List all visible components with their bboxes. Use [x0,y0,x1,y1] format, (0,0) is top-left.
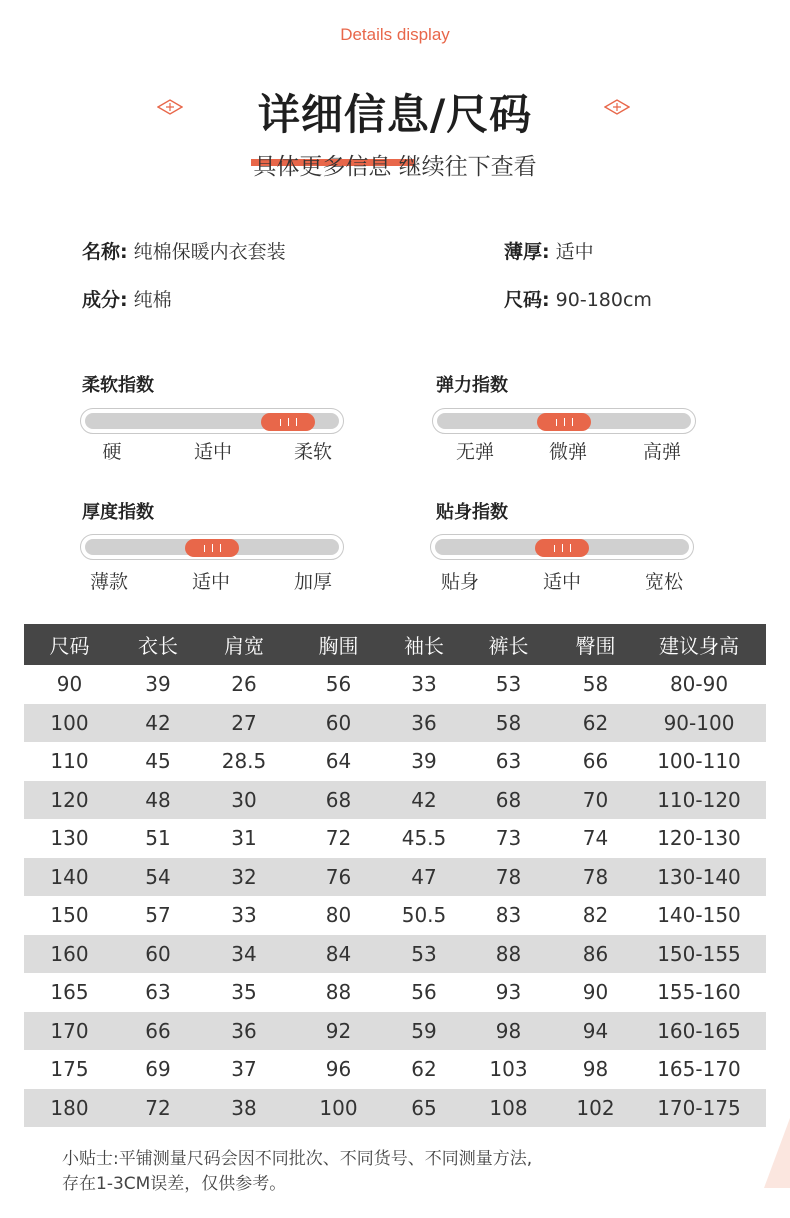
table-row [24,935,766,974]
table-cell: 90 [56,672,83,697]
table-row [24,1089,766,1128]
page-title: 详细信息/尺码 [257,90,533,139]
table-body [24,665,766,1127]
table-cell: 35 [231,980,257,1005]
scale-label: 无弹 [455,441,495,463]
table-cell: 30 [201,781,287,820]
info-name-value: 纯棉保暖内衣套装 [133,241,286,263]
table-row [24,858,766,897]
table-cell: 33 [231,903,257,928]
size-chart-table [24,624,766,1127]
column-header: 袖长 [390,624,458,665]
table-cell: 42 [115,704,201,743]
table-cell: 28.5 [221,749,267,774]
table-cell: 38 [201,1089,287,1128]
table-cell: 92 [287,1012,390,1051]
table-row [24,896,766,935]
info-size-value: 90-180cm [555,289,652,311]
table-cell: 100-110 [657,749,741,774]
table-header-row [24,624,766,665]
table-cell: 34 [201,935,287,974]
column-header: 裤长 [458,624,559,665]
table-cell: 93 [495,980,522,1005]
table-cell: 32 [201,858,287,897]
table-row [24,742,766,781]
info-material [82,285,172,312]
table-cell: 45.5 [401,826,447,851]
table-cell: 180 [24,1089,115,1128]
table-cell: 39 [411,749,437,774]
table-row [24,819,766,858]
table-row [24,973,766,1012]
tips-line: 存在1-3CM误差，仅供参考。 [62,1174,287,1194]
table-cell: 170 [24,1012,115,1051]
table-cell: 63 [495,749,522,774]
table-cell: 53 [390,935,458,974]
table-cell: 36 [390,704,458,743]
table-cell: 47 [390,858,458,897]
table-cell: 80 [325,903,352,928]
table-cell: 98 [582,1057,609,1082]
softness-index-label: 柔软指数 [82,375,154,396]
table-cell: 88 [458,935,559,974]
table-cell: 31 [231,826,257,851]
info-name-key: 名称: [82,241,128,263]
table-cell: 110 [50,749,89,774]
table-cell: 66 [115,1012,201,1051]
table-cell: 130 [50,826,89,851]
table-cell: 88 [325,980,352,1005]
table-cell: 33 [411,672,437,697]
measurement-tips [62,1147,532,1197]
thickness-index-label: 厚度指数 [82,502,154,523]
table-cell: 170-175 [632,1089,766,1128]
tagline-text: 继续往下查看 [391,154,537,180]
scale-label: 适中 [542,571,582,593]
corner-decoration [760,1118,790,1188]
scale-label: 宽松 [644,571,684,593]
table-cell: 165 [50,980,89,1005]
info-thickness [504,237,594,264]
table-row [24,1012,766,1051]
table-cell: 58 [458,704,559,743]
table-cell: 100 [287,1089,390,1128]
scale-label: 适中 [193,441,233,463]
scale-label: 微弹 [548,441,588,463]
table-cell: 76 [287,858,390,897]
info-material-key: 成分: [82,289,128,311]
table-cell: 150-155 [632,935,766,974]
table-cell: 108 [458,1089,559,1128]
table-cell: 98 [458,1012,559,1051]
table-cell: 120-130 [657,826,741,851]
elasticity-index-bar [432,408,696,434]
table-cell: 59 [390,1012,458,1051]
info-size-key: 尺码: [504,289,550,311]
column-header: 建议身高 [632,624,766,665]
table-cell: 64 [325,749,352,774]
table-cell: 103 [489,1057,528,1082]
fit-index-label: 贴身指数 [436,502,508,523]
table-cell: 26 [231,672,257,697]
table-cell: 90 [582,980,609,1005]
scale-label: 贴身 [440,571,480,593]
info-thickness-key: 薄厚: [504,241,550,263]
table-cell: 50.5 [401,903,447,928]
scale-label: 高弹 [642,441,682,463]
table-cell: 62 [559,704,632,743]
table-cell: 150 [50,903,89,928]
table-cell: 96 [325,1057,352,1082]
table-cell: 78 [458,858,559,897]
slider-knob [261,413,315,431]
table-cell: 110-120 [632,781,766,820]
table-cell: 57 [145,903,171,928]
table-cell: 39 [145,672,171,697]
table-row [24,665,766,704]
elasticity-index-label: 弹力指数 [436,375,508,396]
table-cell: 51 [145,826,171,851]
table-cell: 60 [115,935,201,974]
column-header: 胸围 [287,624,390,665]
table-cell: 48 [115,781,201,820]
table-cell: 60 [287,704,390,743]
slider-knob [537,413,591,431]
table-cell: 27 [201,704,287,743]
table-cell: 86 [559,935,632,974]
info-thickness-value: 适中 [555,241,594,263]
slider-knob [535,539,589,557]
table-cell: 56 [325,672,352,697]
table-cell: 36 [201,1012,287,1051]
table-cell: 84 [287,935,390,974]
table-cell: 53 [495,672,522,697]
table-row [24,1050,766,1089]
table-cell: 100 [24,704,115,743]
column-header: 肩宽 [201,624,287,665]
scale-label: 薄款 [89,571,129,593]
table-cell: 83 [495,903,522,928]
scale-label: 柔软 [293,441,333,463]
table-cell: 94 [559,1012,632,1051]
table-cell: 65 [390,1089,458,1128]
column-header: 尺码 [24,624,115,665]
table-cell: 70 [559,781,632,820]
fit-index-bar [430,534,694,560]
table-cell: 140 [24,858,115,897]
table-cell: 155-160 [657,980,741,1005]
info-size [504,285,652,312]
table-cell: 45 [145,749,171,774]
scale-label: 适中 [191,571,231,593]
table-cell: 102 [559,1089,632,1128]
table-cell: 175 [50,1057,89,1082]
table-cell: 74 [582,826,609,851]
table-cell: 69 [145,1057,171,1082]
table-row [24,704,766,743]
slider-knob [185,539,239,557]
diamond-ornament-icon [604,98,630,116]
table-cell: 37 [231,1057,257,1082]
tagline [0,148,790,181]
table-cell: 165-170 [657,1057,741,1082]
table-cell: 160 [24,935,115,974]
table-cell: 80-90 [669,672,729,697]
table-cell: 42 [390,781,458,820]
thickness-index-bar [80,534,344,560]
info-material-value: 纯棉 [133,289,172,311]
table-cell: 63 [145,980,171,1005]
table-cell: 54 [115,858,201,897]
table-cell: 72 [115,1089,201,1128]
table-cell: 160-165 [632,1012,766,1051]
softness-index-bar [80,408,344,434]
table-cell: 78 [559,858,632,897]
table-cell: 73 [495,826,522,851]
table-cell: 62 [411,1057,437,1082]
table-cell: 72 [325,826,352,851]
column-header: 臀围 [559,624,632,665]
info-name [82,237,286,264]
table-cell: 56 [411,980,437,1005]
scale-label: 硬 [102,441,122,463]
table-cell: 90-100 [632,704,766,743]
table-cell: 58 [582,672,609,697]
table-cell: 82 [582,903,609,928]
section-subtitle-en: Details display [340,25,450,44]
column-header: 衣长 [115,624,201,665]
table-cell: 120 [24,781,115,820]
tagline-highlighted-text: 具体更多信息 [253,154,392,180]
table-cell: 140-150 [657,903,741,928]
tips-line: 小贴士:平铺测量尺码会因不同批次、不同货号、不同测量方法, [62,1149,533,1169]
table-cell: 68 [287,781,390,820]
scale-label: 加厚 [293,571,333,593]
table-row [24,781,766,820]
table-cell: 130-140 [632,858,766,897]
table-cell: 68 [458,781,559,820]
table-cell: 66 [582,749,609,774]
